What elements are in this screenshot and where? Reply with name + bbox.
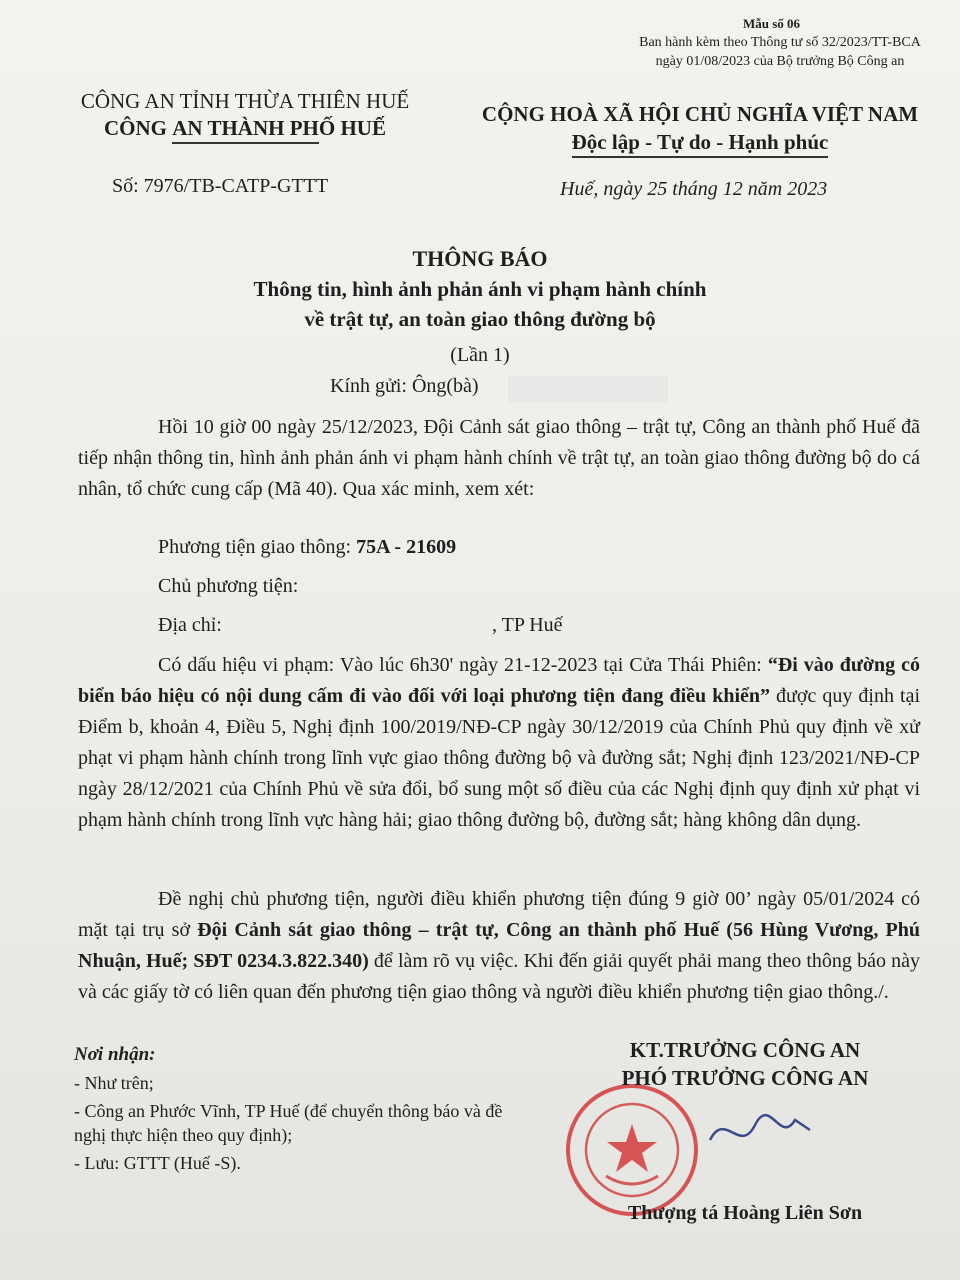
intro-paragraph xyxy=(78,412,920,505)
agency-name-underlined: AN THÀNH PH xyxy=(172,115,319,144)
recipients xyxy=(74,1043,534,1175)
request-rest: để làm rõ vụ việc. Khi đến giải quyết phải mang theo thông báo này và các giấy tờ có liên quan đến phương tiện giao thông và người điều khiển phương tiện giao thông./. xyxy=(78,950,921,1003)
address-label: Địa chỉ: xyxy=(158,614,222,636)
violation-paragraph xyxy=(78,650,920,836)
official-seal xyxy=(562,1080,702,1220)
form-issued-with: Ban hành kèm theo Thông tư số 32/2023/TT-BCA xyxy=(639,35,921,50)
nation-motto: Độc lập - Tự do - Hạnh phúc xyxy=(572,128,829,158)
intro-text: Hồi 10 giờ 00 ngày 25/12/2023, Đội Cảnh sát giao thông – trật tự, Công an thành phố Huế đã tiếp nhận thông tin, hình ảnh phản ánh vi phạm hành chính về trật tự, an toàn giao thông đường bộ do cá nhân, tổ chức cung cấp (Mã 40). Qua xác minh, xem xét: xyxy=(78,416,920,500)
request-paragraph xyxy=(78,884,920,1008)
document-title xyxy=(0,244,960,334)
signature-title-2: PHÓ TRƯỞNG CÔNG AN xyxy=(621,1066,869,1090)
agency-name-part: CÔNG xyxy=(104,116,173,140)
violation-lead: Có dấu hiệu vi phạm: Vào lúc 6h30' ngày 21-12-2023 tại Cửa Thái Phiên: xyxy=(158,654,768,676)
redacted-area xyxy=(508,376,668,402)
request-place: Đội Cảnh sát giao thông – trật tự, Công an thành phố Huế (56 Hùng Vương, Phú Nhuận, Huế; SĐT 0234.3.822.340) xyxy=(78,919,921,972)
signer-name: Thượng tá Hoàng Liên Sơn xyxy=(627,1202,863,1224)
agency-name xyxy=(40,115,450,144)
nation-name: CỘNG HOÀ XÃ HỘI CHỦ NGHĨA VIỆT NAM xyxy=(481,102,919,126)
agency-header xyxy=(40,88,450,144)
form-number: Mẫu số 06 xyxy=(742,16,800,31)
form-issued-date: ngày 01/08/2023 của Bộ trưởng Bộ Công an xyxy=(655,54,905,69)
document-number: Số: 7976/TB-CATP-GTTT xyxy=(112,175,329,197)
document-date: Huế, ngày 25 tháng 12 năm 2023 xyxy=(560,178,828,200)
title-line-3: về trật tự, an toàn giao thông đường bộ xyxy=(304,307,656,331)
recipient-item: - Công an Phước Vĩnh, TP Huế (để chuyển thông báo và đề nghị thực hiện theo quy định); xyxy=(74,1101,503,1145)
vehicle-label: Phương tiện giao thông: xyxy=(158,536,357,558)
owner-label: Chủ phương tiện: xyxy=(158,575,299,597)
form-reference xyxy=(620,14,940,71)
vehicle-plate: 75A - 21609 xyxy=(356,536,457,558)
nation-header xyxy=(455,100,945,158)
title-line-2: Thông tin, hình ảnh phản ánh vi phạm hành chính xyxy=(253,277,707,301)
recipient-item: - Như trên; xyxy=(74,1073,154,1093)
request-lead: Đề nghị chủ phương tiện, người điều khiển phương tiện đúng 9 giờ 00’ ngày 05/01/2024 có mặt tại trụ sở xyxy=(78,888,920,941)
address-suffix: , TP Huế xyxy=(492,614,563,636)
signature-mark xyxy=(700,1100,820,1160)
recipients-heading: Nơi nhận: xyxy=(74,1044,156,1065)
vehicle-field xyxy=(158,536,456,559)
addressee: Kính gửi: Ông(bà) xyxy=(330,375,479,397)
agency-name-part: Ố HUẾ xyxy=(318,116,386,140)
signature-title-1: KT.TRƯỞNG CÔNG AN xyxy=(629,1038,861,1062)
signature-block xyxy=(575,1036,915,1092)
title-main: THÔNG BÁO xyxy=(412,246,548,271)
agency-parent: CÔNG AN TỈNH THỪA THIÊN HUẾ xyxy=(80,89,410,113)
recipient-item: - Lưu: GTTT (Huế -S). xyxy=(74,1153,241,1173)
notice-times: (Lần 1) xyxy=(450,344,510,366)
violation-rest: được quy định tại Điểm b, khoản 4, Điều 5, Nghị định 100/2019/NĐ-CP ngày 30/12/2019 của Chính Phủ quy định về xử phạt vi phạm hành chính trong lĩnh vực giao thông đường bộ và đường sắt; Nghị định 123/2021/NĐ-CP ngày 28/12/2021 của Chính Phủ về sửa đổi, bổ sung một số điều của các Nghị định quy định xử phạt vi phạm hành chính trong lĩnh vực hàng hải; giao thông đường bộ, đường sắt; hàng không dân dụng. xyxy=(78,685,920,831)
violation-quote: “Đi vào đường có biển báo hiệu có nội dung cấm đi vào đối với loại phương tiện đang điều khiển” xyxy=(78,654,921,707)
